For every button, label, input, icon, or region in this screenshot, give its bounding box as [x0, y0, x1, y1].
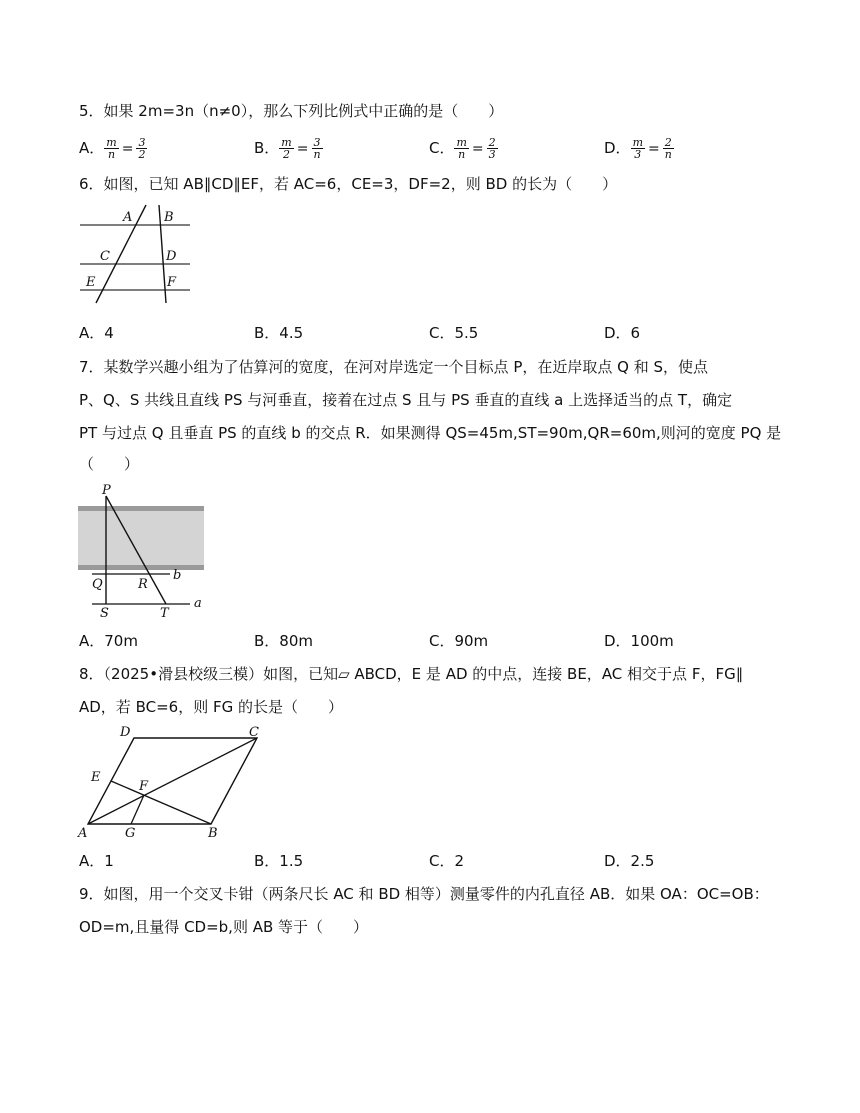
q8-option-c: C．2: [429, 852, 465, 870]
label-a: A: [78, 826, 88, 840]
q7-stem-line-3: PT 与过点 Q 且垂直 PS 的直线 b 的交点 R．如果测得 QS=45m,ST=90m,QR=60m,则河的宽度 PQ 是: [79, 424, 782, 442]
label-a: A: [123, 210, 133, 225]
q5-stem: 5．如果 2m=3n（n≠0），那么下列比例式中正确的是（ ）: [79, 102, 504, 120]
label-g: G: [125, 826, 136, 840]
label-a: a: [194, 596, 202, 611]
label-q: Q: [92, 577, 103, 592]
label-c: C: [100, 249, 110, 264]
q9-stem-line-1: 9．如图，用一个交叉卡钳（两条尺长 AC 和 BD 相等）测量零件的内孔直径 AB．如果 OA：OC=OB：: [79, 885, 769, 903]
diagonal-ac: [88, 738, 257, 824]
q7-stem-line-4: （ ）: [79, 455, 140, 473]
river-far-bank: [78, 506, 204, 511]
river-near-bank: [78, 565, 204, 570]
label-s: S: [100, 606, 109, 618]
label-d: D: [120, 725, 131, 740]
q6-option-d: D．6: [604, 324, 641, 342]
label-f: F: [167, 275, 177, 290]
q6-option-c: C．5.5: [429, 324, 479, 342]
q7-option-b: B．80m: [254, 632, 313, 650]
q8-stem-line-2: AD，若 BC=6，则 FG 的长是（ ）: [79, 698, 343, 716]
q8-stem-line-1: 8．（2025•滑县校级三模）如图，已知▱ ABCD，E 是 AD 的中点，连接 BE，AC 相交于点 F，FG∥: [79, 665, 744, 683]
q8-option-b: B．1.5: [254, 852, 304, 870]
q6-stem: 6．如图，已知 AB∥CD∥EF，若 AC=6，CE=3，DF=2，则 BD 的长为（ ）: [79, 175, 618, 193]
label-b: B: [208, 826, 218, 840]
q9-stem-line-2: OD=m,且量得 CD=b,则 AB 等于（ ）: [79, 918, 369, 936]
q5-option-c: C． $\frac{m}{n}$ = $\frac{2}{3}$: [429, 136, 496, 161]
label-e: E: [86, 275, 96, 290]
q6-option-a: A．4: [79, 324, 114, 342]
label-b: b: [173, 568, 182, 583]
q8-option-a: A．1: [79, 852, 114, 870]
label-c: C: [249, 725, 259, 740]
q8-parallelogram-figure: [76, 724, 266, 840]
q7-stem-line-2: P、Q、S 共线且直线 PS 与河垂直，接着在过点 S 且与 PS 垂直的直线 a 上选择适当的点 T，确定: [79, 391, 733, 409]
label-e: E: [91, 770, 101, 785]
label-r: R: [138, 577, 148, 592]
label-p: P: [102, 483, 111, 498]
q5-option-a: A． $\frac{m}{n}$ = $\frac{3}{2}$: [79, 136, 146, 161]
q5-option-b: B． $\frac{m}{2}$ = $\frac{3}{n}$: [254, 136, 321, 161]
q7-option-d: D．100m: [604, 632, 674, 650]
q8-option-d: D．2.5: [604, 852, 655, 870]
label-d: D: [166, 249, 177, 264]
q6-parallel-lines-figure: [76, 203, 196, 305]
q7-river-figure: [76, 482, 216, 618]
label-t: T: [160, 606, 169, 618]
q6-option-b: B．4.5: [254, 324, 304, 342]
q7-option-a: A．70m: [79, 632, 138, 650]
q5-option-d: D． $\frac{m}{3}$ = $\frac{2}{n}$: [604, 136, 672, 161]
label-f: F: [139, 779, 149, 794]
q7-stem-line-1: 7．某数学兴趣小组为了估算河的宽度，在河对岸选定一个目标点 P，在近岸取点 Q 和 S，使点: [79, 358, 708, 376]
label-b: B: [164, 210, 174, 225]
q7-option-c: C．90m: [429, 632, 489, 650]
